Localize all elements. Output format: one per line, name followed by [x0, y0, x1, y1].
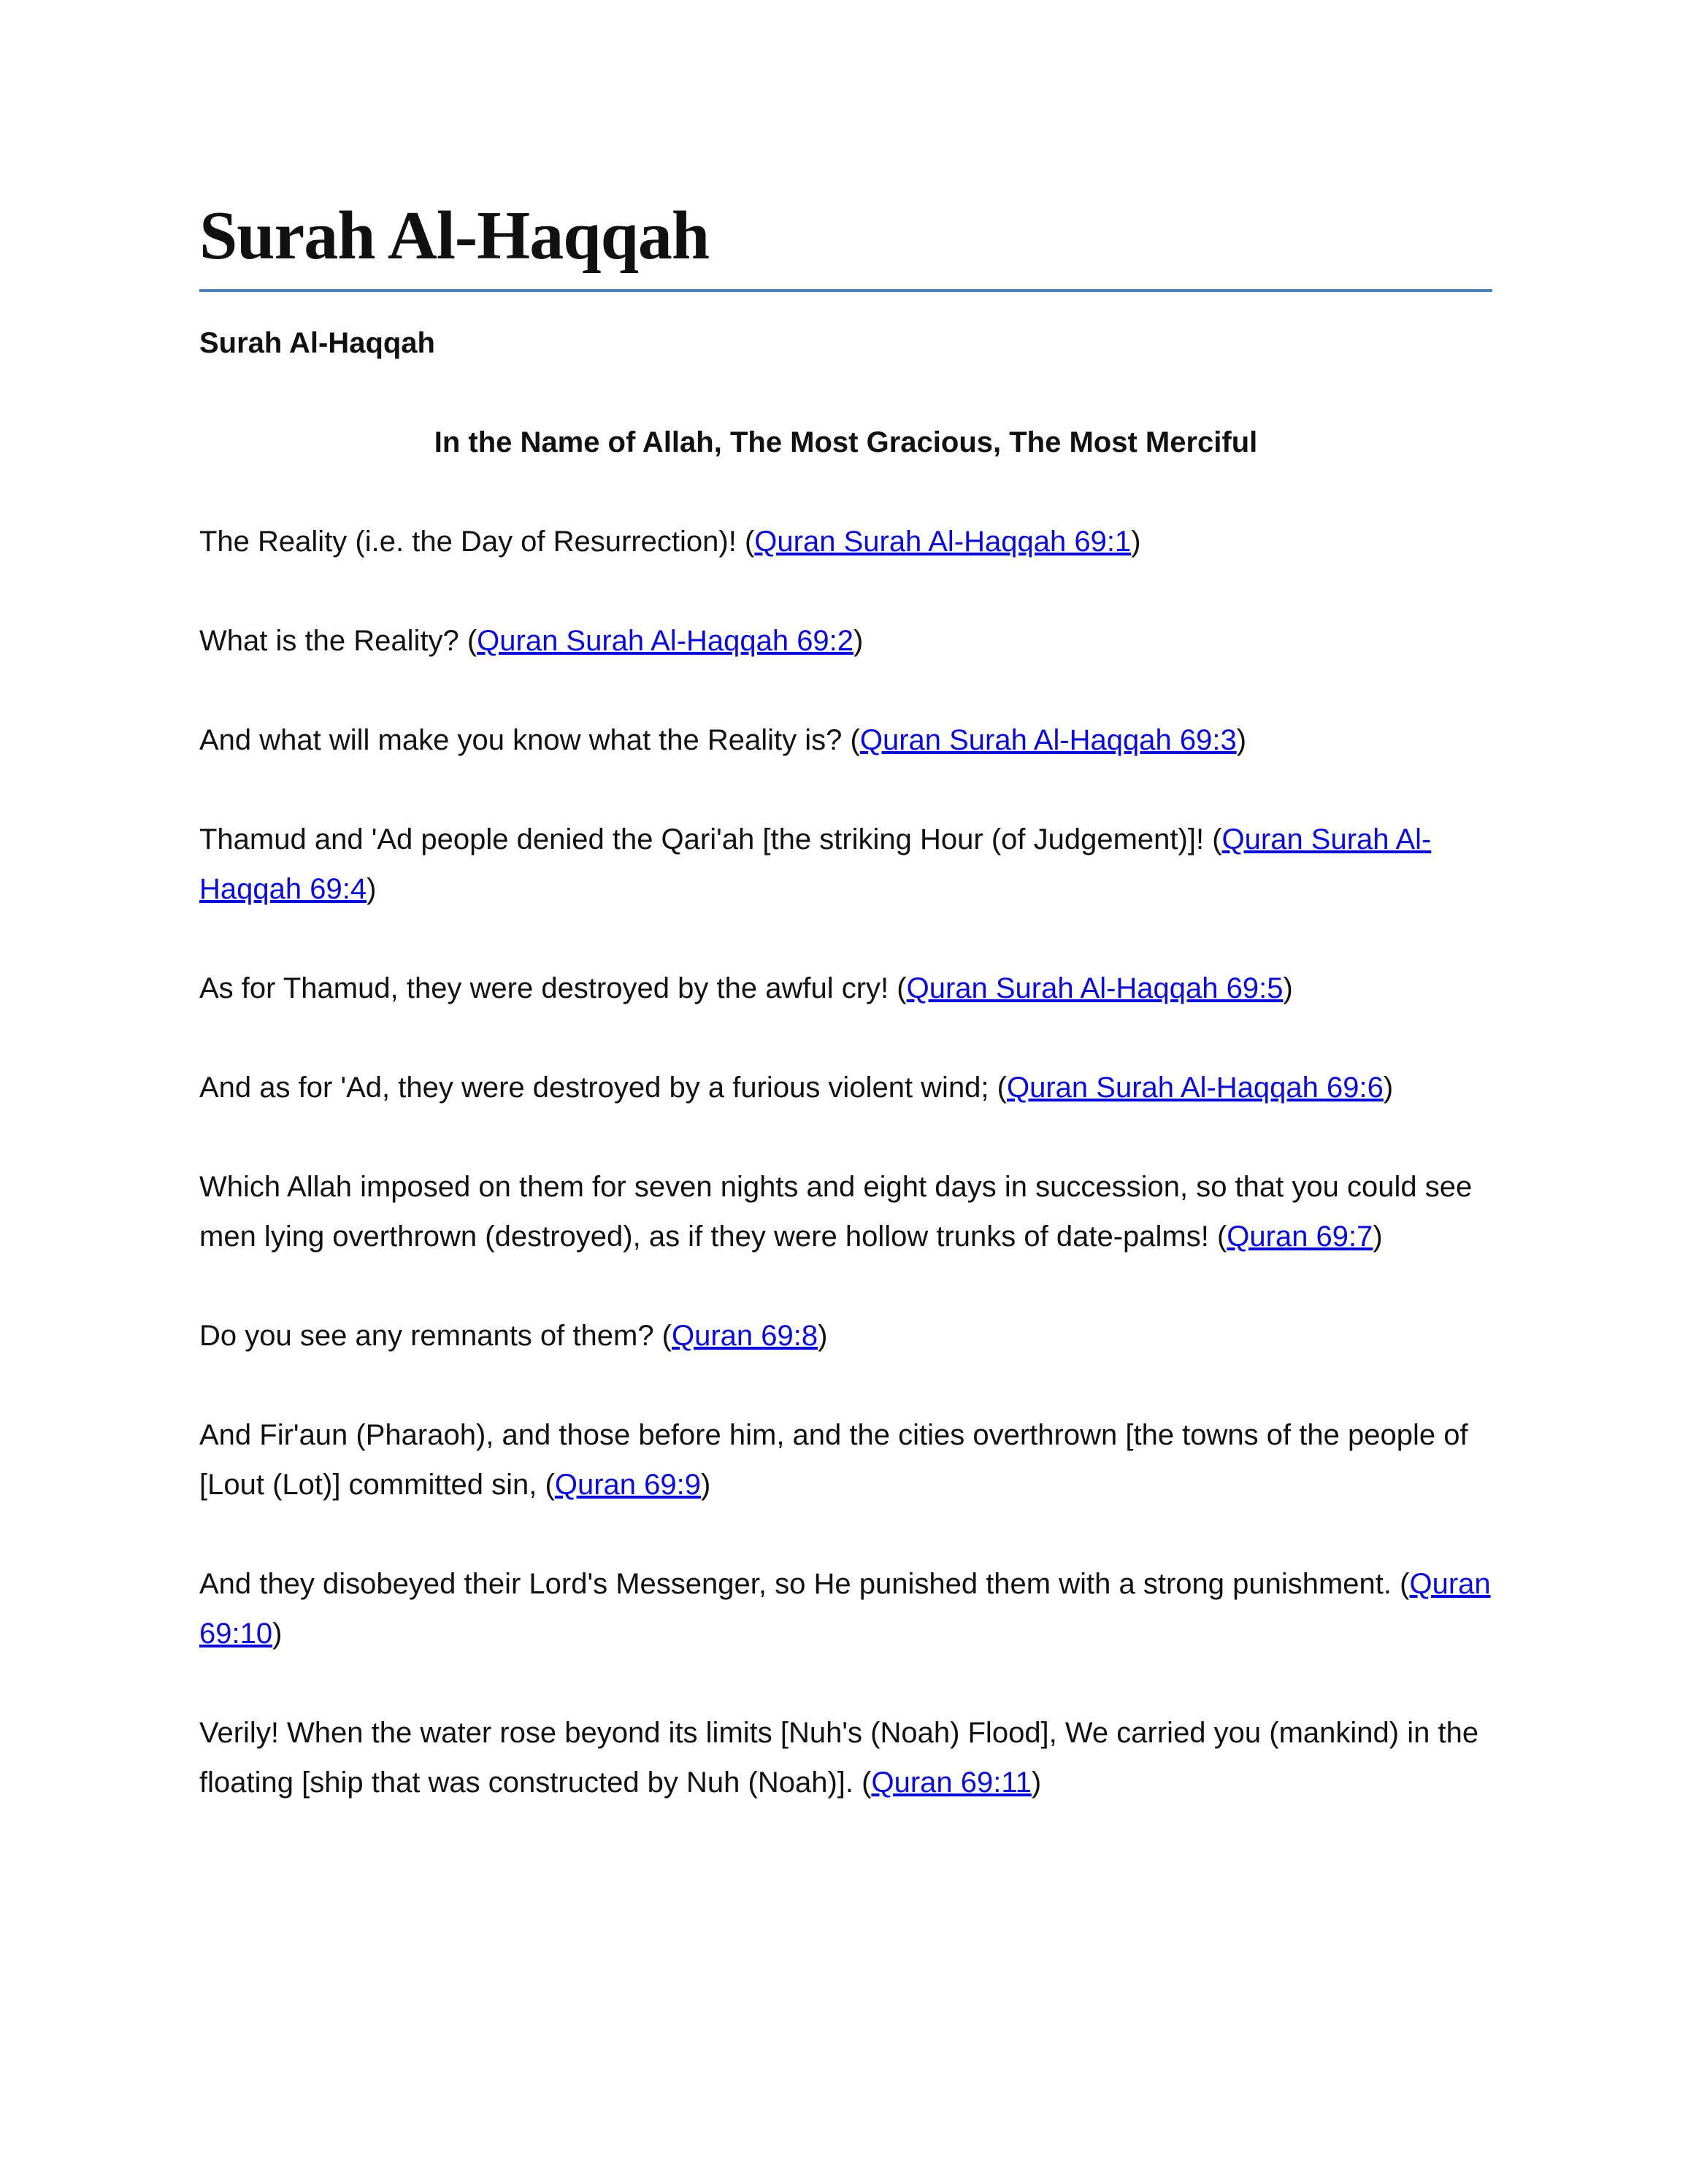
verse-reference-link[interactable]: Quran 69:7: [1227, 1220, 1373, 1253]
verse-reference-link[interactable]: Quran 69:10: [199, 1568, 1491, 1650]
verse-paragraph: [199, 815, 1492, 914]
closing-paren: ): [818, 1320, 828, 1352]
verse-paragraph: [199, 616, 1492, 666]
verse-paragraph: [199, 715, 1492, 765]
verse-paragraph: [199, 1559, 1492, 1658]
closing-paren: ): [1373, 1220, 1383, 1253]
closing-paren: ): [272, 1618, 283, 1650]
verse-reference-link[interactable]: Quran Surah Al-Haqqah 69:1: [754, 526, 1132, 558]
verse-text: The Reality (i.e. the Day of Resurrection)! (: [199, 526, 755, 558]
closing-paren: ): [700, 1469, 711, 1501]
verse-text: Verily! When the water rose beyond its limits [Nuh's (Noah) Flood], We carried you (mankind) in the floating [ship that was constructed by Nuh (Noah)]. (: [199, 1717, 1479, 1799]
verse-text: Thamud and 'Ad people denied the Qari'ah [the striking Hour (of Judgement)]! (: [199, 823, 1222, 855]
verse-text: What is the Reality? (: [199, 625, 477, 657]
closing-paren: ): [853, 625, 864, 657]
document-body: [199, 318, 1492, 1857]
closing-paren: ): [1131, 526, 1141, 558]
verse-reference-link[interactable]: Quran 69:9: [554, 1469, 701, 1501]
verse-text: And as for 'Ad, they were destroyed by a furious violent wind; (: [199, 1072, 1007, 1104]
verse-reference-link[interactable]: Quran 69:8: [672, 1320, 818, 1352]
closing-paren: ): [1283, 972, 1293, 1004]
verse-text: As for Thamud, they were destroyed by the awful cry! (: [199, 972, 907, 1004]
verse-text: And Fir'aun (Pharaoh), and those before him, and the cities overthrown [the towns of the people of [Lout (Lot)] committed sin, (: [199, 1419, 1468, 1501]
verse-reference-link[interactable]: Quran 69:11: [871, 1766, 1032, 1799]
verse-text: And what will make you know what the Reality is? (: [199, 724, 860, 756]
verse-reference-link[interactable]: Quran Surah Al-Haqqah 69:5: [906, 972, 1284, 1004]
verse-text: And they disobeyed their Lord's Messenger, so He punished them with a strong punishment. (: [199, 1568, 1410, 1600]
verse-paragraph: [199, 964, 1492, 1013]
verse-paragraph: [199, 1410, 1492, 1510]
closing-paren: ): [1383, 1072, 1394, 1104]
closing-paren: ): [1236, 724, 1247, 756]
page-title: Surah Al-Haqqah: [199, 198, 710, 274]
subtitle: Surah Al-Haqqah: [199, 327, 435, 359]
title-divider: [199, 289, 1492, 292]
verse-reference-link[interactable]: Quran Surah Al-Haqqah 69:3: [859, 724, 1237, 756]
verse-reference-link[interactable]: Quran Surah Al-Haqqah 69:2: [477, 625, 854, 657]
verse-text: Which Allah imposed on them for seven nights and eight days in succession, so that you could see men lying overthrown (destroyed), as if they were hollow trunks of date-palms! (: [199, 1171, 1473, 1253]
closing-paren: ): [367, 873, 377, 905]
verse-paragraph: [199, 1063, 1492, 1112]
verse-reference-link[interactable]: Quran Surah Al-Haqqah 69:6: [1006, 1072, 1384, 1104]
verse-list: [199, 517, 1492, 1807]
verse-paragraph: [199, 1708, 1492, 1807]
verse-reference-link[interactable]: Quran Surah Al-Haqqah 69:4: [199, 823, 1432, 905]
verse-text: Do you see any remnants of them? (: [199, 1320, 672, 1352]
verse-paragraph: [199, 1311, 1492, 1361]
verse-paragraph: [199, 1162, 1492, 1261]
verse-paragraph: [199, 517, 1492, 566]
bismillah: In the Name of Allah, The Most Gracious, The Most Merciful: [434, 426, 1258, 458]
closing-paren: ): [1031, 1766, 1042, 1799]
